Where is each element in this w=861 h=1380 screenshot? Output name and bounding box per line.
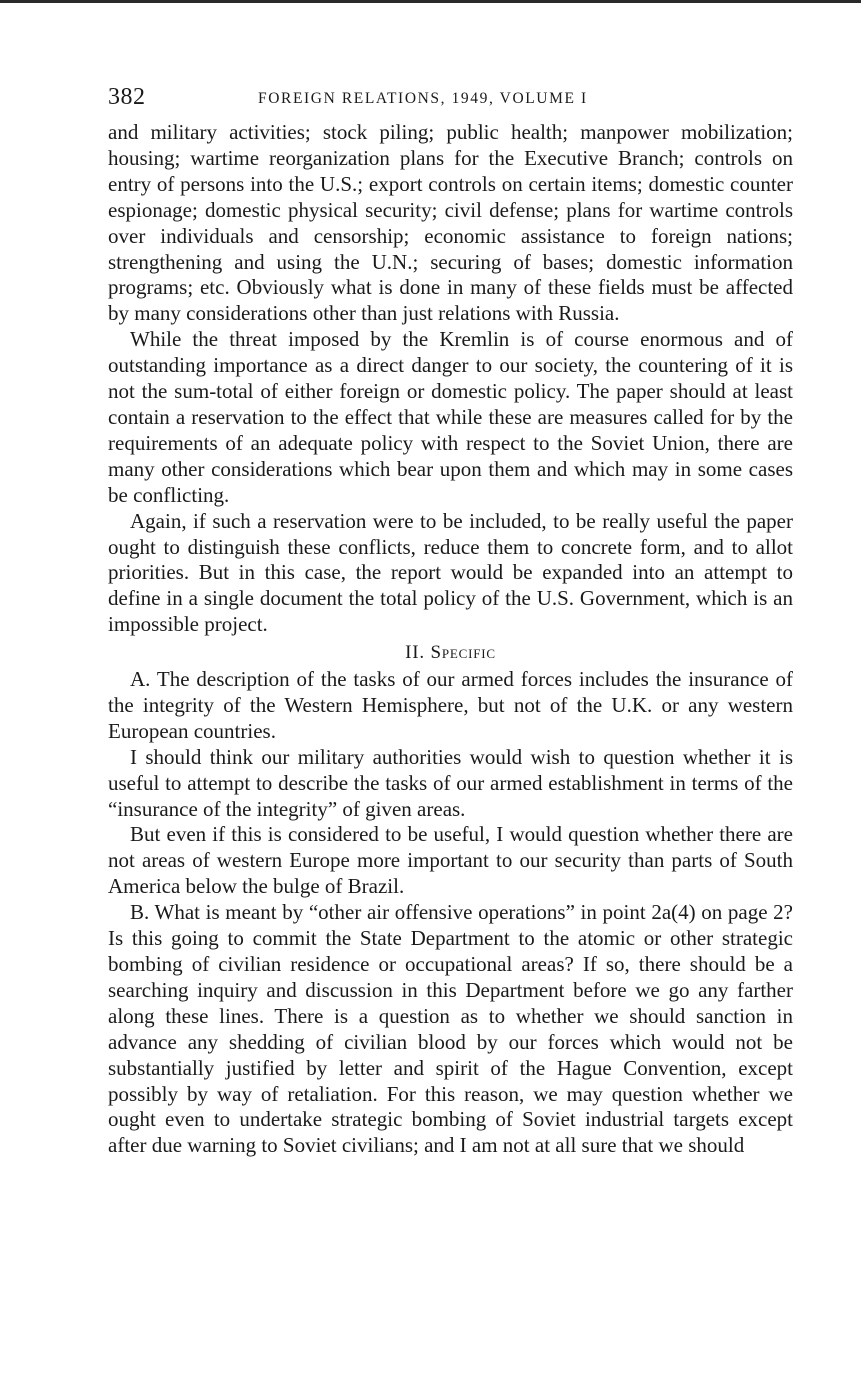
- paragraph-continuation: and military activities; stock piling; public health; manpower mobilization; housing; wartime reorganization plans for the Executive Branch; controls on entry of persons into the U.S.; export controls on certain items; domestic counter espionage; domestic physical security; civil defense; plans for wartime controls over individuals and censorship; economic assistance to foreign nations; strengthening and using the U.N.; securing of bases; domestic information programs; etc. Obviously what is done in many of these fields must be affected by many considerations other than just relations with Russia.: [108, 120, 793, 326]
- body-text: [108, 120, 793, 1159]
- page-number: 382: [108, 84, 146, 110]
- paragraph-b-air-offensive: B. What is meant by “other air offensive operations” in point 2a(4) on page 2? Is this going to commit the State Department to the atomic or other strategic bombing of civilian residence or occupational areas? If so, there should be a searching inquiry and discussion in this Department before we go any farther along these lines. There is a question as to whether we should sanction in advance any shedding of civilian blood by our forces which would not be substantially justified by letter and spirit of the Hague Convention, except possibly by way of retaliation. For this reason, we may question whether we ought even to undertake strategic bombing of Soviet industrial targets except after due warning to Soviet civilians; and I am not at all sure that we should: [108, 900, 793, 1158]
- running-title: FOREIGN RELATIONS, 1949, VOLUME I: [258, 90, 588, 107]
- paragraph-western-europe: But even if this is considered to be useful, I would question whether there are not areas of western Europe more important to our security than parts of South America below the bulge of Brazil.: [108, 822, 793, 899]
- paragraph-kremlin-threat: While the threat imposed by the Kremlin is of course enormous and of outstanding importance as a direct danger to our society, the countering of it is not the sum-total of either foreign or domestic policy. The paper should at least contain a reservation to the effect that while these are measures called for by the requirements of an adequate policy with respect to the Soviet Union, there are many other considerations which bear upon them and which may in some cases be conflicting.: [108, 327, 793, 507]
- page-top-border: [0, 0, 861, 3]
- section-heading-specific: II. Specific: [405, 642, 496, 664]
- paragraph-military-authorities: I should think our military authorities would wish to question whether it is useful to attempt to describe the tasks of our armed establishment in terms of the “insurance of the integrity” of given areas.: [108, 744, 793, 821]
- paragraph-a-armed-forces: A. The description of the tasks of our armed forces includes the insurance of the integrity of the Western Hemisphere, but not of the U.K. or any western European countries.: [108, 667, 793, 743]
- paragraph-reservation: Again, if such a reservation were to be included, to be really useful the paper ought to distinguish these conflicts, reduce them to concrete form, and to allot priorities. But in this case, the report would be expanded into an attempt to define in a single document the total policy of the U.S. Government, which is an impossible project.: [108, 508, 793, 637]
- running-header: [108, 80, 793, 118]
- document-page: [108, 80, 793, 1159]
